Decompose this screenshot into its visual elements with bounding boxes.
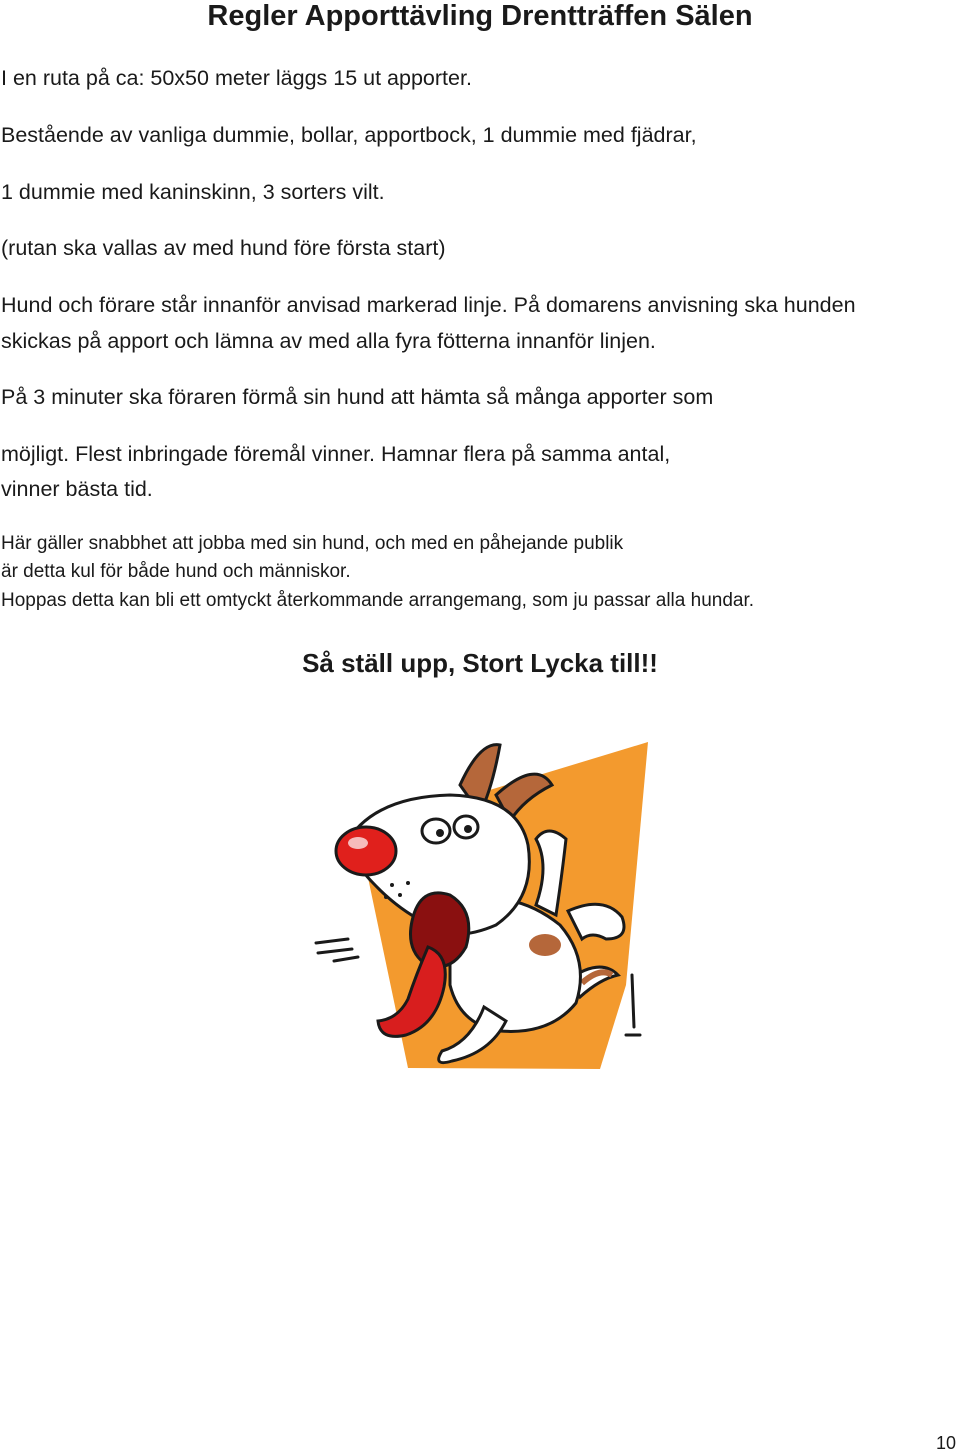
document-title: Regler Apporttävling Drentträffen Sälen: [207, 0, 753, 32]
rule-line-7: På 3 minuter ska föraren förmå sin hund att hämta så många apporter som: [1, 385, 714, 409]
rule-line-2: Bestående av vanliga dummie, bollar, apportbock, 1 dummie med fjädrar,: [1, 123, 697, 147]
rule-line-8: möjligt. Flest inbringade föremål vinner. Hamnar flera på samma antal,: [1, 442, 671, 466]
page-number: 10: [935, 1433, 956, 1453]
rule-line-11: är detta kul för både hund och människor.: [1, 561, 351, 582]
rule-line-12: Hoppas detta kan bli ett omtyckt återkommande arrangemang, som ju passar alla hundar.: [1, 590, 755, 611]
rule-line-1: I en ruta på ca: 50x50 meter läggs 15 ut apporter.: [1, 66, 472, 90]
cartoon-running-dog-icon: [300, 735, 660, 1080]
rule-line-4: (rutan ska vallas av med hund före första start): [1, 236, 446, 260]
rule-line-9: vinner bästa tid.: [1, 477, 153, 501]
rule-line-10: Här gäller snabbhet att jobba med sin hund, och med en påhejande publik: [1, 533, 624, 554]
rule-line-5: Hund och förare står innanför anvisad markerad linje. På domarens anvisning ska hunden: [1, 293, 856, 317]
rule-line-3: 1 dummie med kaninskinn, 3 sorters vilt.: [1, 180, 385, 204]
rule-line-6: skickas på apport och lämna av med alla fyra fötterna innanför linjen.: [1, 329, 656, 353]
closing-line: Så ställ upp, Stort Lycka till!!: [302, 648, 658, 678]
